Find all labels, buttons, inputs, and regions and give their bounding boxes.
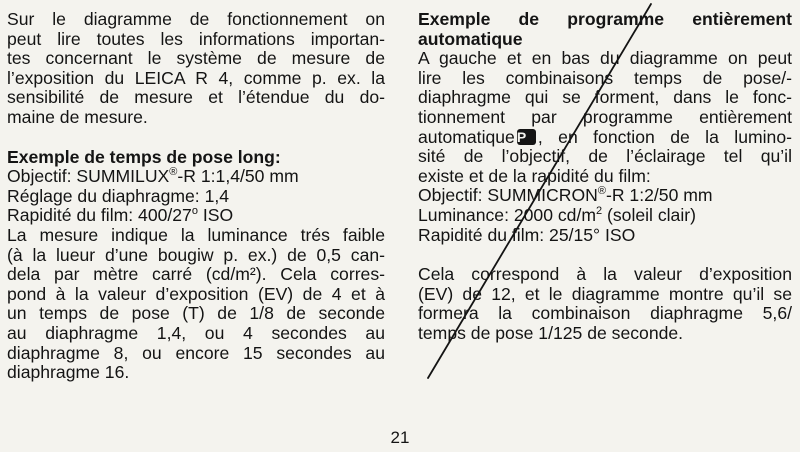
body-line: La mesure indique la luminance trés faible	[7, 224, 385, 245]
squared-mark: 2	[596, 205, 603, 218]
intro-line: l’exposition du LEICA R 4, comme p. ex. la	[7, 67, 385, 88]
body-line: existe et de la rapidité du film:	[418, 165, 651, 186]
intro-line: maine de mesure.	[7, 106, 148, 127]
program-heading: Exemple de programme entièrement	[418, 9, 792, 29]
registered-mark: ®	[169, 166, 178, 179]
conclusion-line: formera la combinaison diaphragme 5,6/	[418, 303, 792, 324]
body-line: sité de l’objectif, de l’éclairage tel qu’il	[418, 146, 792, 167]
objective-line: Objectif: SUMMILUX®-R 1:1,4/50 mm	[7, 166, 299, 187]
degree-mark: o	[191, 205, 198, 218]
conclusion-line: Cela correspond à la valeur d’exposition	[418, 264, 792, 285]
intro-line: sensibilité de mesure et l’étendue du do-	[7, 87, 385, 108]
luminance-line: Luminance: 2000 $cd/m^2$ (soleil clair)	[418, 204, 696, 225]
body-line: dela par mètre carré (cd/m²). Cela corres-	[7, 264, 385, 285]
registered-mark: ®	[597, 185, 606, 198]
intro-line: tes concernant le système de mesure de	[7, 48, 385, 69]
body-line: un temps de pose (T) de 1/8 de seconde	[7, 303, 385, 324]
body-line: (à la lueur d’une bougiw p. ex.) de 0,5 can-	[7, 244, 385, 265]
intro-line: peut lire toutes les informations importan-	[7, 28, 385, 49]
long-exposure-heading: Exemple de temps de pose long:	[7, 146, 281, 167]
automatic-line: automatique P , en fonction de la lumino-	[418, 126, 792, 147]
page-number: 21	[390, 428, 410, 447]
film-speed-line: Rapidité du film: 400/27$^o$ ISO	[7, 205, 234, 226]
body-line: diaphragme qui se forment, dans le fonc-	[418, 87, 792, 108]
conclusion-line: temps de pose 1/125 de seconde.	[418, 322, 684, 343]
body-line: tionnement par programme entièrement	[418, 106, 792, 127]
body-line: diaphragme 8, ou encore 15 secondes au	[7, 342, 385, 363]
program-mode-icon: P	[517, 129, 536, 145]
film-speed-line: Rapidité du film: 25/15° ISO	[418, 224, 636, 245]
body-line: A gauche et en bas du diagramme on peut	[418, 48, 792, 69]
body-line: au diaphragme 1,4, ou 4 secondes au	[7, 322, 385, 343]
body-line: diaphragme 16.	[7, 362, 130, 383]
program-heading-2: automatique	[418, 28, 523, 49]
intro-line: Sur le diagramme de fonctionnement on	[7, 9, 385, 29]
objective-line: Objectif: SUMMICRON®-R 1:2/50 mm	[418, 185, 713, 206]
aperture-line: Réglage du diaphragme: 1,4	[7, 185, 230, 206]
body-line: lire les combinaisons temps de pose/-	[418, 67, 792, 88]
conclusion-line: (EV) de 12, et le diagramme montre qu’il se	[418, 283, 792, 304]
body-line: pond à la valeur d’exposition (EV) de 4 et à	[7, 283, 385, 304]
